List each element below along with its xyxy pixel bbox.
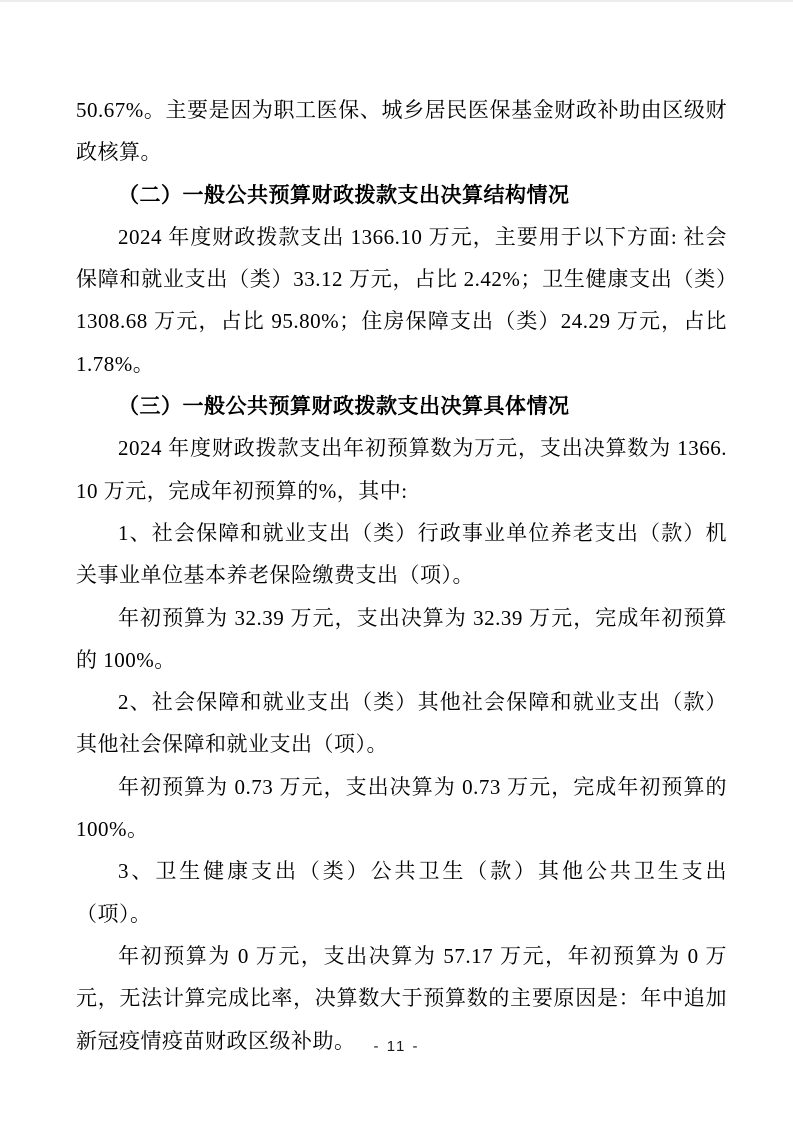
section-heading: （三）一般公共预算财政拨款支出决算具体情况 — [118, 394, 570, 419]
paragraph: 2、社会保障和就业支出（类）其他社会保障和就业支出（款）其他社会保障和就业支出（项）。 — [76, 690, 727, 757]
paragraph: 年初预算为 0.73 万元，支出决算为 0.73 万元，完成年初预算的 100%。 — [76, 774, 727, 842]
paragraph: 2024 年度财政拨款支出 1366.10 万元，主要用于以下方面: 社会保障和就业支出（类）33.12 万元，占比 2.42%；卫生健康支出（类）1308.68 万元，占比 95.80%；住房保障支出（类）24.29 万元，占比 1.78%。 — [76, 224, 727, 376]
paragraph: 50.67%。主要是因为职工医保、城乡居民医保基金财政补助由区级财政核算。 — [76, 98, 727, 165]
paragraph: 2024 年度财政拨款支出年初预算数为万元，支出决算数为 1366.10 万元，完成年初预算的%，其中: — [76, 436, 727, 503]
page-number: - 11 - — [373, 1038, 420, 1055]
paragraph: 3、卫生健康支出（类）公共卫生（款）其他公共卫生支出（项）。 — [76, 859, 727, 926]
paragraph: 1、社会保障和就业支出（类）行政事业单位养老支出（款）机关事业单位基本养老保险缴费支出（项）。 — [76, 520, 727, 588]
document-body — [76, 89, 727, 1062]
section-heading: （二）一般公共预算财政拨款支出决算结构情况 — [118, 182, 570, 207]
paragraph: 年初预算为 32.39 万元，支出决算为 32.39 万元，完成年初预算的 100%。 — [76, 605, 727, 672]
paragraph: 年初预算为 0 万元，支出决算为 57.17 万元，年初预算为 0 万元，无法计算完成比率，决算数大于预算数的主要原因是：年中追加新冠疫情疫苗财政区级补助。 — [76, 943, 727, 1053]
